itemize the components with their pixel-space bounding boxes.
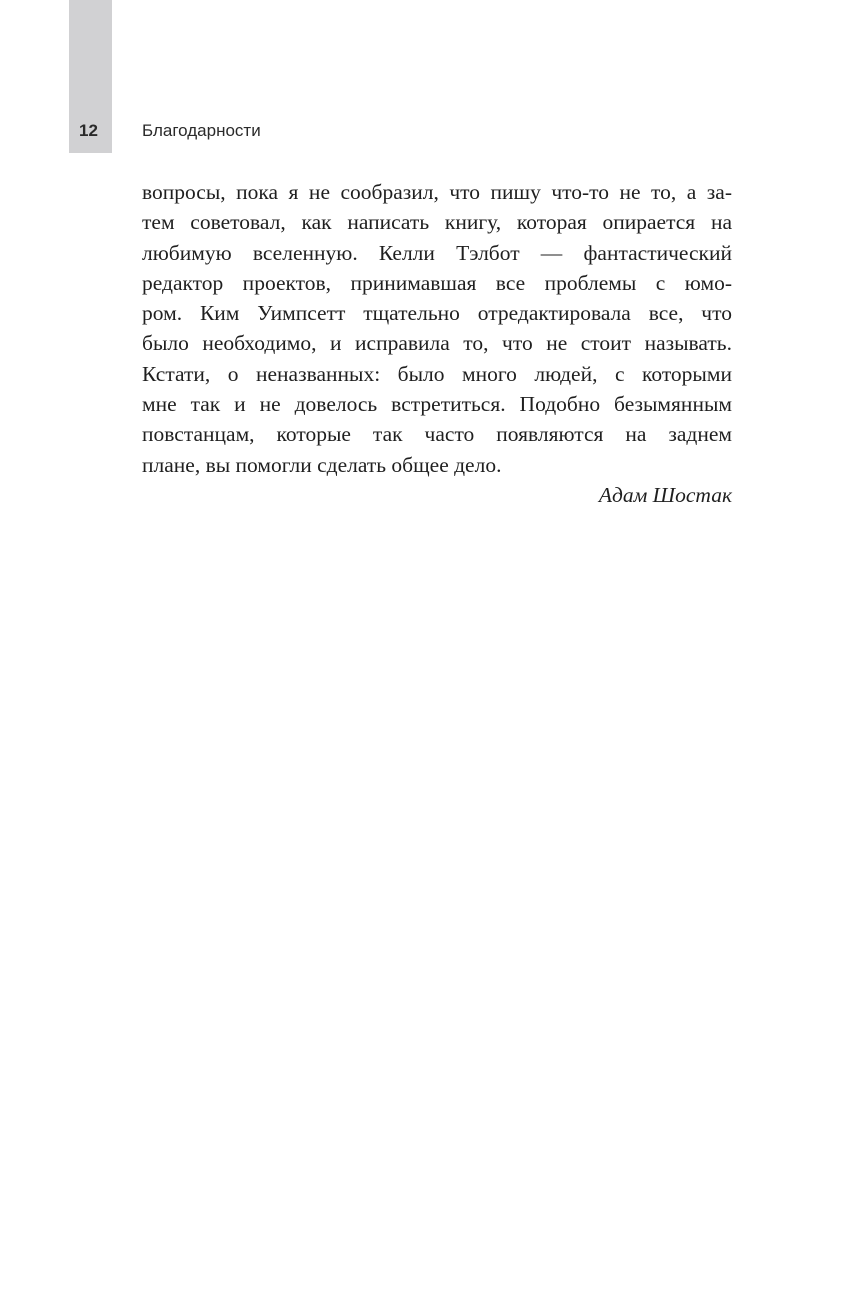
text-line: любимую вселенную. Келли Тэлбот — фантастический [142,240,732,265]
text-line: редактор проектов, принимавшая все проблемы с юмо- [142,270,732,295]
text-line: было необходимо, и исправила то, что не стоит называть. [142,331,732,356]
text-line: ром. Ким Уимпсетт тщательно отредактировала все, что [142,301,732,326]
author-signature: Адам Шостак [598,482,732,507]
text-line: мне так и не довелось встретиться. Подобно безымянным [142,392,732,417]
text-line: повстанцам, которые так часто появляются на заднем [142,422,732,447]
body-paragraph [142,177,732,510]
text-line: тем советовал, как написать книгу, которая опирается на [142,210,732,235]
page-number: 12 [79,121,98,140]
text-line: Кстати, о неназванных: было много людей, с которыми [142,361,732,386]
text-line: вопросы, пока я не сообразил, что пишу что-то не то, а за- [142,180,732,204]
text-line: плане, вы помогли сделать общее дело. [142,452,502,477]
running-head: Благодарности [142,121,261,140]
